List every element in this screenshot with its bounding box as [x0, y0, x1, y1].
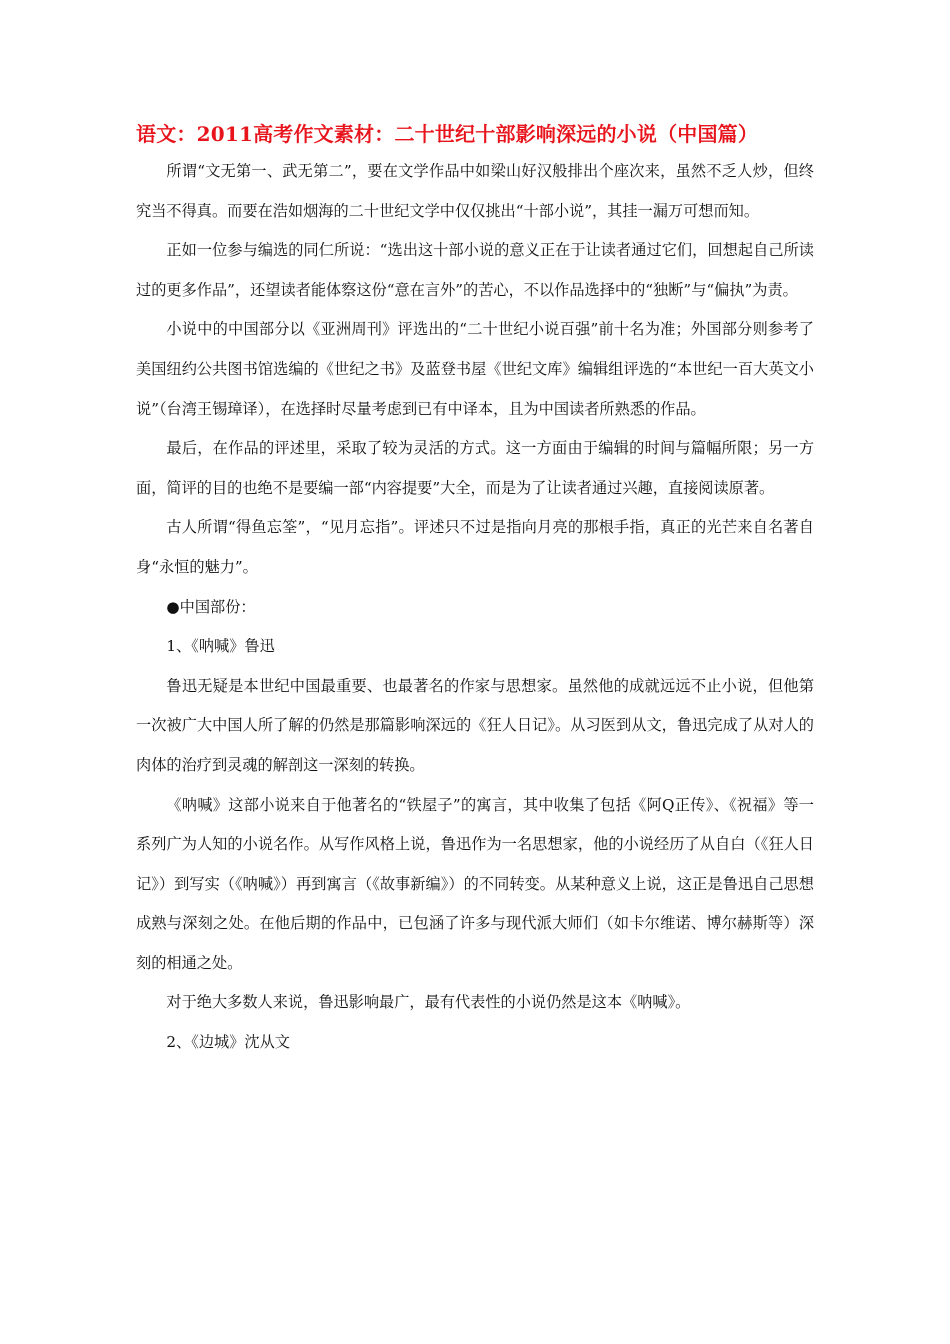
section-heading-china: ●中国部份：	[166, 597, 256, 616]
paragraph-selection-criteria: 小说中的中国部分以《亚洲周刊》评选出的“二十世纪小说百强”前十名为准；外国部分则参考了美国纽约公共图书馆选编的《世纪之书》及蓝登书屋《世纪文库》编辑组评选的“本世纪一百大英文小说”（台湾王锡璋译），在选择时尽量考虑到已有中译本，且为中国读者所熟悉的作品。	[136, 320, 814, 418]
paragraph-intro: 所谓“文无第一、武无第二”，要在文学作品中如梁山好汉般排出个座次来，虽然不乏人炒，但终究当不得真。而要在浩如烟海的二十世纪文学中仅仅挑出“十部小说”，其挂一漏万可想而知。	[136, 162, 814, 220]
document-body	[136, 152, 814, 1063]
item-heading-nahan: 1、《呐喊》鲁迅	[166, 637, 275, 656]
document-title: 语文：2011高考作文素材：二十世纪十部影响深远的小说（中国篇）	[136, 122, 759, 146]
paragraph-nahan-conclusion: 对于绝大多数人来说，鲁迅影响最广，最有代表性的小说仍然是这本《呐喊》。	[166, 993, 691, 1012]
paragraph-quote: 古人所谓“得鱼忘筌”，“见月忘指”。评述只不过是指向月亮的那根手指，真正的光芒来自名著自身“永恒的魅力”。	[136, 518, 814, 576]
paragraph-luxun-intro: 鲁迅无疑是本世纪中国最重要、也最著名的作家与思想家。虽然他的成就远远不止小说，但他第一次被广大中国人所了解的仍然是那篇影响深远的《狂人日记》。从习医到从文，鲁迅完成了从对人的肉体的治疗到灵魂的解剖这一深刻的转换。	[136, 676, 814, 774]
paragraph-nahan-description: 《呐喊》这部小说来自于他著名的“铁屋子”的寓言，其中收集了包括《阿Q正传》、《祝福》等一系列广为人知的小说名作。从写作风格上说，鲁迅作为一名思想家，他的小说经历了从自白（《狂人日记》）到写实（《呐喊》）再到寓言（《故事新编》）的不同转变。从某种意义上说，这正是鲁迅自己思想成熟与深刻之处。在他后期的作品中，已包涵了许多与现代派大师们（如卡尔维诺、博尔赫斯等）深刻的相通之处。	[136, 795, 814, 972]
paragraph-review-method: 最后，在作品的评述里，采取了较为灵活的方式。这一方面由于编辑的时间与篇幅所限；另一方面，简评的目的也绝不是要编一部“内容提要”大全，而是为了让读者通过兴趣，直接阅读原著。	[136, 439, 814, 497]
paragraph-purpose: 正如一位参与编选的同仁所说：“选出这十部小说的意义正在于让读者通过它们，回想起自己所读过的更多作品”，还望读者能体察这份“意在言外”的苦心，不以作品选择中的“独断”与“偏执”为责。	[136, 241, 814, 299]
item-heading-biancheng: 2、《边城》沈从文	[166, 1033, 290, 1052]
